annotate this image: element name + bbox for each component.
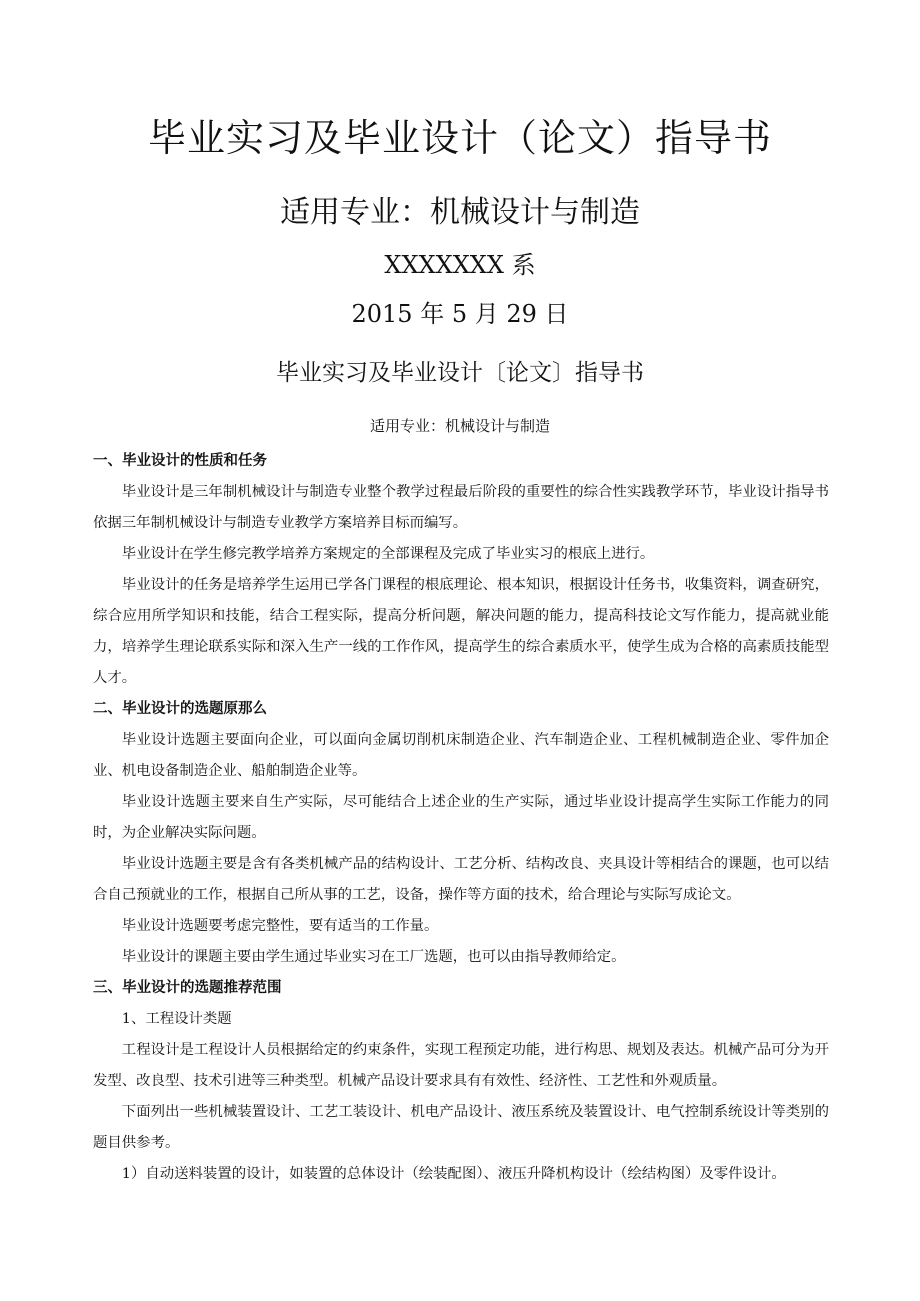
paragraph: 毕业设计选题要考虑完整性，要有适当的工作量。 bbox=[121, 918, 439, 934]
cover-title: 毕业实习及毕业设计（论文）指导书 bbox=[147, 116, 772, 160]
paragraph: 毕业设计的课题主要由学生通过毕业实习在工厂选题，也可以由指导教师给定。 bbox=[121, 949, 626, 965]
cover-date: 2015 年 5 月 29 日 bbox=[351, 300, 569, 328]
subheading: 1、工程设计类题 bbox=[121, 1011, 232, 1027]
section-heading: 二、毕业设计的选题原那么 bbox=[93, 701, 267, 717]
document-title: 毕业实习及毕业设计〔论文〕指导书 bbox=[276, 360, 644, 386]
paragraph: 毕业设计的任务是培养学生运用已学各门课程的根底理论、根本知识，根据设计任务书，收集资料，调查研究，综合应用所学知识和技能，结合工程实际，提高分析问题，解决问题的能力，提高科技论文写作能力，提高就业能力，培养学生理论联系实际和深入生产一线的工作作风，提高学生的综合素质水平，使学生成为合格的高素质技能型人才。 bbox=[93, 577, 829, 686]
document-major: 适用专业：机械设计与制造 bbox=[369, 417, 550, 435]
paragraph: 毕业设计选题主要是含有各类机械产品的结构设计、工艺分析、结构改良、夹具设计等相结合的课题，也可以结合自己预就业的工作，根据自己所从事的工艺，设备，操作等方面的技术，给合理论与实际写成论文。 bbox=[93, 856, 829, 903]
paragraph: 工程设计是工程设计人员根据给定的约束条件，实现工程预定功能，进行构思、规划及表达。机械产品可分为开发型、改良型、技术引进等三种类型。机械产品设计要求具有有效性、经济性、工艺性和外观质量。 bbox=[93, 1042, 829, 1089]
paragraph: 毕业设计选题主要来自生产实际，尽可能结合上述企业的生产实际，通过毕业设计提高学生实际工作能力的同时，为企业解决实际问题。 bbox=[93, 794, 829, 841]
cover-major: 适用专业：机械设计与制造 bbox=[280, 195, 640, 230]
section-heading: 一、毕业设计的性质和任务 bbox=[93, 453, 267, 469]
paragraph: 毕业设计在学生修完教学培养方案规定的全部课程及完成了毕业实习的根底上进行。 bbox=[121, 546, 655, 562]
list-item: 1）自动送料装置的设计，如装置的总体设计（绘装配图）、液压升降机构设计（绘结构图）及零件设计。 bbox=[121, 1166, 786, 1182]
document-body bbox=[93, 446, 829, 1190]
cover-department: XXXXXXX 系 bbox=[384, 251, 536, 279]
section-heading: 三、毕业设计的选题推荐范围 bbox=[93, 980, 282, 996]
paragraph: 毕业设计选题主要面向企业，可以面向金属切削机床制造企业、汽车制造企业、工程机械制造企业、零件加企业、机电设备制造企业、船舶制造企业等。 bbox=[93, 732, 829, 779]
paragraph: 下面列出一些机械装置设计、工艺工装设计、机电产品设计、液压系统及装置设计、电气控制系统设计等类别的题目供参考。 bbox=[93, 1104, 829, 1151]
paragraph: 毕业设计是三年制机械设计与制造专业整个教学过程最后阶段的重要性的综合性实践教学环节，毕业设计指导书依据三年制机械设计与制造专业教学方案培养目标而编写。 bbox=[93, 484, 829, 531]
